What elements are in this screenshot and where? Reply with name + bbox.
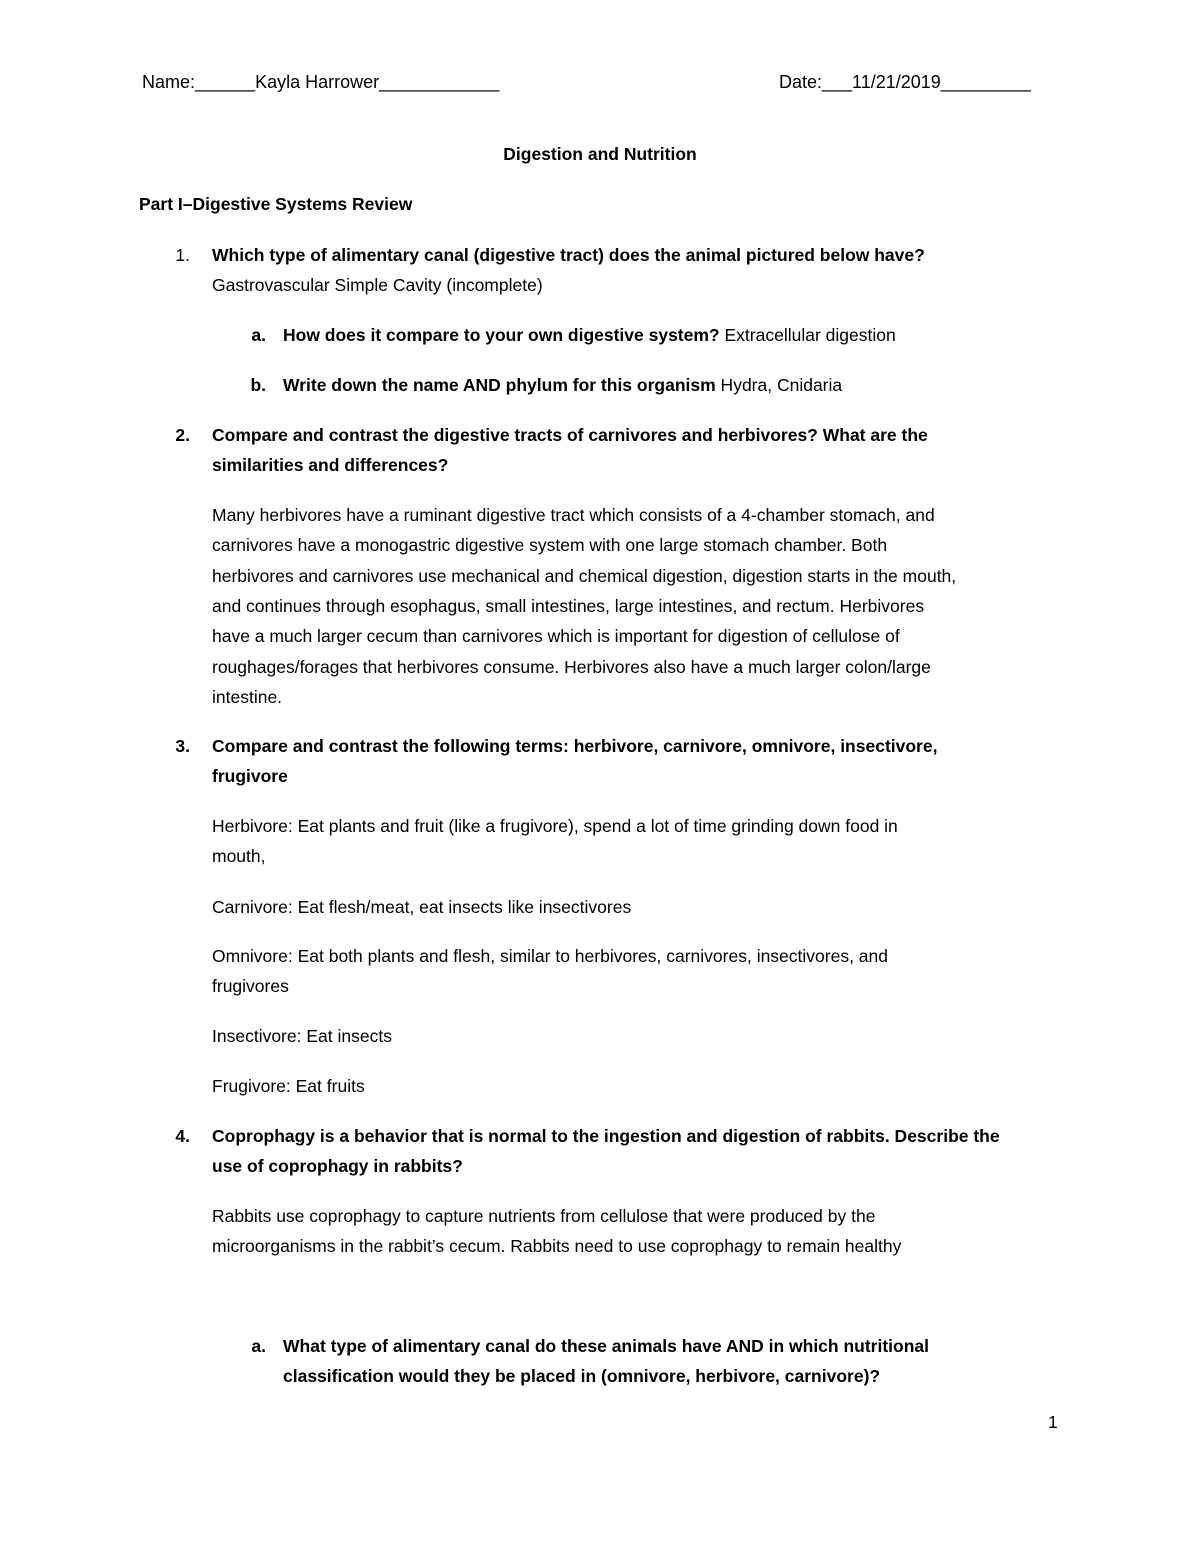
sub-question-b [283, 375, 842, 396]
page-number: 1 [1048, 1412, 1058, 1432]
answer-line: and continues through esophagus, small intestines, large intestines, and rectum. Herbivores [212, 596, 925, 616]
answer-line: intestine. [212, 687, 283, 707]
question-text-line: Compare and contrast the digestive tracts of carnivores and herbivores? What are the [212, 425, 928, 445]
sub-question-a [283, 325, 896, 346]
answer-line: roughages/forages that herbivores consume. Herbivores also have a much larger colon/large [212, 657, 931, 677]
herbivore-answer: mouth, [212, 846, 266, 866]
frugivore-answer: Frugivore: Eat fruits [212, 1076, 365, 1096]
part-heading: Part I–Digestive Systems Review [139, 194, 413, 214]
insectivore-answer: Insectivore: Eat insects [212, 1026, 392, 1046]
answer-line: microorganisms in the rabbit’s cecum. Rabbits need to use coprophagy to remain healthy [212, 1236, 902, 1256]
omnivore-answer: Omnivore: Eat both plants and flesh, similar to herbivores, carnivores, insectivores, and [212, 946, 889, 966]
question-text-line: Compare and contrast the following terms: herbivore, carnivore, omnivore, insectivore, [212, 736, 938, 756]
answer-line: carnivores have a monogastric digestive system with one large stomach chamber. Both [212, 535, 888, 555]
answer-line: herbivores and carnivores use mechanical and chemical digestion, digestion starts in the mouth, [212, 566, 957, 586]
sub-question-text: How does it compare to your own digestive system? [283, 325, 720, 345]
name-field: Name:______Kayla Harrower____________ [142, 72, 500, 92]
question-text: Which type of alimentary canal (digestive tract) does the animal pictured below have? [212, 245, 925, 265]
answer-text: Gastrovascular Simple Cavity (incomplete) [212, 275, 543, 295]
question-number: 4. [175, 1126, 190, 1146]
date-field: Date:___11/21/2019_________ [779, 72, 1031, 92]
omnivore-answer: frugivores [212, 976, 289, 996]
sub-question-text: classification would they be placed in (omnivore, herbivore, carnivore)? [283, 1366, 881, 1386]
question-number: 3. [175, 736, 190, 756]
question-number: 1. [175, 245, 190, 265]
sub-question-text: What type of alimentary canal do these animals have AND in which nutritional [283, 1336, 930, 1356]
answer-line: have a much larger cecum than carnivores which is important for digestion of cellulose of [212, 626, 900, 646]
question-text-line: similarities and differences? [212, 455, 449, 475]
sub-marker: a. [251, 1336, 266, 1356]
carnivore-answer: Carnivore: Eat flesh/meat, eat insects like insectivores [212, 897, 632, 917]
sub-answer-text: Hydra, Cnidaria [715, 375, 843, 395]
sub-marker: a. [251, 325, 266, 345]
page-title: Digestion and Nutrition [503, 144, 697, 164]
sub-marker: b. [250, 375, 266, 395]
herbivore-answer: Herbivore: Eat plants and fruit (like a frugivore), spend a lot of time grinding down food in [212, 816, 898, 836]
question-text-line: Coprophagy is a behavior that is normal to the ingestion and digestion of rabbits. Describe the [212, 1126, 1000, 1146]
answer-line: Many herbivores have a ruminant digestive tract which consists of a 4-chamber stomach, and [212, 505, 935, 525]
question-number: 2. [175, 425, 190, 445]
question-text-line: use of coprophagy in rabbits? [212, 1156, 463, 1176]
answer-line: Rabbits use coprophagy to capture nutrients from cellulose that were produced by the [212, 1206, 876, 1226]
question-text-line: frugivore [212, 766, 288, 786]
sub-question-text: Write down the name AND phylum for this organism [283, 375, 716, 395]
sub-answer-text: Extracellular digestion [719, 325, 896, 345]
